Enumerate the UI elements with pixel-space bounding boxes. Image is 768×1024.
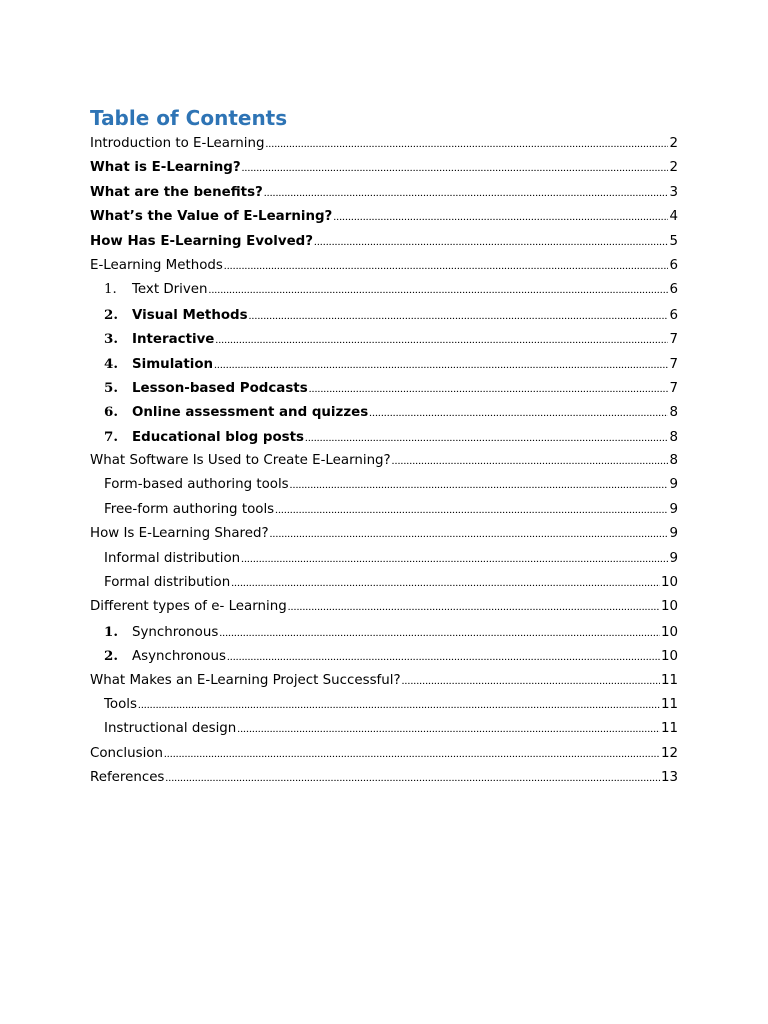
- toc-entry-number: 7.: [104, 428, 118, 445]
- toc-entry-title: Synchronous: [132, 624, 219, 640]
- toc-dot-leader: [214, 353, 668, 377]
- toc-entry[interactable]: [90, 742, 678, 766]
- toc-entry[interactable]: [90, 352, 678, 376]
- toc-entry[interactable]: [90, 132, 678, 156]
- toc-entry-title: Formal distribution: [104, 575, 231, 591]
- toc-entry-title: Introduction to E-Learning: [90, 136, 265, 151]
- toc-entry-title: Asynchronous: [132, 649, 226, 665]
- toc-entry[interactable]: [90, 669, 678, 693]
- toc-entry-page-number: 6: [669, 307, 678, 323]
- toc-dot-leader: [164, 742, 660, 766]
- toc-entry[interactable]: [90, 425, 678, 449]
- toc-entry[interactable]: [90, 181, 678, 205]
- toc-entry[interactable]: [90, 595, 678, 619]
- toc-entry-page-number: 12: [660, 745, 678, 761]
- toc-entry-title: Different types of e- Learning: [90, 599, 287, 615]
- toc-dot-leader: [209, 278, 669, 302]
- toc-entry-title: Text Driven: [132, 282, 208, 298]
- toc-dot-leader: [265, 132, 668, 156]
- toc-entry[interactable]: [90, 230, 678, 254]
- toc-dot-leader: [138, 693, 660, 717]
- toc-entry-page-number: 6: [669, 282, 678, 298]
- toc-entry-number: 6.: [104, 404, 118, 421]
- toc-dot-leader: [219, 621, 660, 645]
- toc-entry-page-number: 11: [660, 721, 678, 737]
- toc-entry-page-number: 7: [669, 356, 678, 372]
- toc-entry-page-number: 10: [660, 599, 678, 615]
- toc-entry[interactable]: [90, 205, 678, 229]
- toc-dot-leader: [231, 571, 660, 595]
- toc-dot-leader: [224, 254, 669, 278]
- toc-dot-leader: [309, 377, 669, 401]
- toc-entry[interactable]: [90, 571, 678, 595]
- toc-dot-leader: [264, 181, 669, 205]
- toc-entry-title: What’s the Value of E-Learning?: [90, 209, 333, 225]
- toc-dot-leader: [165, 766, 660, 790]
- toc-entry[interactable]: [90, 498, 678, 522]
- toc-entry-page-number: 8: [669, 453, 678, 469]
- toc-entry-page-number: 13: [660, 770, 678, 786]
- toc-entry-number: 5.: [104, 379, 118, 396]
- toc-dot-leader: [314, 230, 668, 254]
- toc-dot-leader: [241, 547, 668, 571]
- toc-entry-page-number: 9: [669, 550, 678, 566]
- toc-entry-title: Simulation: [132, 356, 214, 372]
- toc-entry-number: 3.: [104, 331, 118, 348]
- toc-entry-title: Educational blog posts: [132, 429, 304, 445]
- toc-dot-leader: [227, 645, 660, 669]
- toc-entry-page-number: 9: [669, 501, 678, 517]
- toc-dot-leader: [215, 328, 668, 352]
- toc-entry[interactable]: [90, 522, 678, 546]
- toc-dot-leader: [237, 717, 660, 741]
- toc-entry[interactable]: [90, 156, 678, 180]
- toc-entry-page-number: 10: [660, 575, 678, 591]
- toc-entry-title: Instructional design: [104, 721, 237, 737]
- toc-entry-title: What Software Is Used to Create E-Learning?: [90, 453, 391, 469]
- toc-entry-title: Lesson-based Podcasts: [132, 380, 308, 396]
- toc-dot-leader: [275, 498, 668, 522]
- toc-entry-page-number: 8: [669, 405, 678, 421]
- toc-entry-title: Conclusion: [90, 745, 163, 761]
- toc-entry-title: References: [90, 770, 165, 786]
- toc-dot-leader: [305, 426, 668, 450]
- toc-entry[interactable]: [90, 473, 678, 497]
- toc-entry-title: Informal distribution: [104, 550, 241, 566]
- toc-dot-leader: [392, 449, 669, 473]
- toc-entry-page-number: 7: [669, 380, 678, 396]
- toc-entry-number: 1.: [104, 282, 117, 298]
- toc-dot-leader: [402, 669, 660, 693]
- toc-entry-title: What are the benefits?: [90, 184, 263, 200]
- toc-entry-page-number: 11: [660, 696, 678, 712]
- toc-entry[interactable]: [90, 327, 678, 351]
- toc-entry-page-number: 10: [660, 649, 678, 665]
- toc-entry[interactable]: [90, 693, 678, 717]
- toc-entry-page-number: 8: [669, 429, 678, 445]
- toc-entry-title: Online assessment and quizzes: [132, 405, 369, 421]
- toc-entry[interactable]: [90, 547, 678, 571]
- toc-entry[interactable]: [90, 278, 678, 302]
- toc-entry-title: Visual Methods: [132, 307, 248, 323]
- toc-entry[interactable]: [90, 303, 678, 327]
- toc-heading: Table of Contents: [90, 106, 288, 130]
- toc-entry-page-number: 6: [669, 257, 678, 273]
- toc-entry-title: Tools: [104, 696, 137, 712]
- toc-entry-page-number: 10: [660, 624, 678, 640]
- toc-entry-page-number: 11: [660, 672, 678, 688]
- toc-dot-leader: [333, 205, 668, 229]
- toc-dot-leader: [288, 595, 660, 619]
- toc-dot-leader: [369, 401, 668, 425]
- toc-entry-number: 2.: [104, 306, 118, 323]
- toc-entry-number: 4.: [104, 355, 118, 372]
- toc-entry-title: How Has E-Learning Evolved?: [90, 233, 314, 249]
- toc-entry[interactable]: [90, 620, 678, 644]
- toc-entry[interactable]: [90, 449, 678, 473]
- toc-dot-leader: [249, 304, 669, 328]
- toc-dot-leader: [290, 473, 669, 497]
- toc-entry[interactable]: [90, 254, 678, 278]
- toc-entry-number: 1.: [104, 623, 118, 640]
- toc-entry-title: How Is E-Learning Shared?: [90, 526, 269, 542]
- toc-entry-title: What is E-Learning?: [90, 160, 241, 176]
- toc-entry-number: 2.: [104, 648, 118, 665]
- toc-list: [90, 132, 678, 791]
- toc-entry-page-number: 9: [669, 526, 678, 542]
- toc-entry-title: Free-form authoring tools: [104, 501, 275, 517]
- toc-entry-page-number: 5: [669, 233, 678, 249]
- toc-entry-title: Interactive: [132, 332, 215, 348]
- toc-entry-title: E-Learning Methods: [90, 257, 223, 273]
- toc-entry-page-number: 2: [669, 136, 678, 151]
- toc-entry[interactable]: [90, 717, 678, 741]
- toc-entry[interactable]: [90, 644, 678, 668]
- toc-entry-page-number: 3: [669, 184, 678, 200]
- toc-entry-title: Form-based authoring tools: [104, 477, 289, 493]
- toc-entry-page-number: 9: [669, 477, 678, 493]
- toc-dot-leader: [270, 522, 669, 546]
- toc-dot-leader: [242, 156, 669, 180]
- toc-entry-page-number: 7: [669, 332, 678, 348]
- toc-entry[interactable]: [90, 376, 678, 400]
- toc-entry[interactable]: [90, 400, 678, 424]
- toc-entry-page-number: 2: [669, 160, 678, 176]
- toc-entry[interactable]: [90, 766, 678, 790]
- toc-entry-title: What Makes an E-Learning Project Successful?: [90, 672, 401, 688]
- toc-entry-page-number: 4: [669, 209, 678, 225]
